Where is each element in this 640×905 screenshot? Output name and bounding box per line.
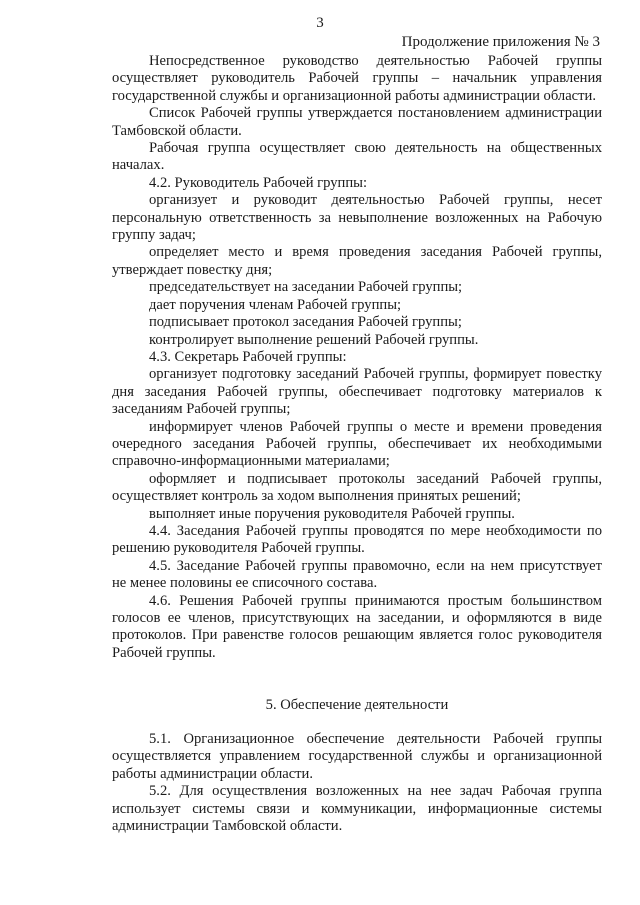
paragraph: 5.2. Для осуществления возложенных на нее задач Рабочая группа использует системы связи и коммуникации, информационные системы администрации Тамбовской области. [112, 783, 602, 835]
paragraph: информирует членов Рабочей группы о месте и времени проведения очередного заседания Рабочей группы, обеспечивает их необходимыми справочно-информационными материалами; [112, 418, 602, 470]
paragraph: 4.6. Решения Рабочей группы принимаются простым большинством голосов ее членов, присутствующих на заседании, и оформляются в виде протоколов. При равенстве голосов решающим является голос руководителя Рабочей группы. [112, 592, 602, 661]
paragraph: Список Рабочей группы утверждается постановлением администрации Тамбовской области. [112, 105, 602, 139]
paragraph: подписывает протокол заседания Рабочей группы; [149, 314, 462, 331]
paragraph: Рабочая группа осуществляет свою деятельность на общественных началах. [112, 140, 602, 174]
section-heading: 5. Обеспечение деятельности [265, 697, 449, 713]
paragraph: 5.1. Организационное обеспечение деятельности Рабочей группы осуществляется управлением государственной службы и организационной работы администрации области. [112, 731, 602, 782]
paragraph: 4.5. Заседание Рабочей группы правомочно, если на нем присутствует не менее половины ее списочного состава. [112, 557, 602, 592]
paragraph: председательствует на заседании Рабочей группы; [149, 279, 463, 296]
subsection-heading: 4.3. Секретарь Рабочей группы: [149, 348, 347, 365]
paragraph: оформляет и подписывает протоколы заседаний Рабочей группы, осуществляет контроль за ходом выполнения принятых решений; [112, 470, 602, 505]
paragraph: определяет место и время проведения заседания Рабочей группы, утверждает повестку дня; [112, 244, 602, 278]
paragraph: организует и руководит деятельностью Рабочей группы, несет персональную ответственность за невыполнение возложенных на Рабочую группу задач; [112, 192, 602, 244]
paragraph: контролирует выполнение решений Рабочей группы. [149, 331, 479, 348]
appendix-continuation-label: Продолжение приложения № 3 [401, 34, 600, 50]
page-number: 3 [316, 15, 324, 31]
main-text [112, 53, 602, 662]
paragraph: Непосредственное руководство деятельностью Рабочей группы осуществляет руководитель Рабочей группы – начальник управления государственной службы и организационной работы администрации области. [112, 53, 602, 104]
paragraph: организует подготовку заседаний Рабочей группы, формирует повестку дня заседания Рабочей группы, обеспечивает подготовку материалов к заседаниям Рабочей группы; [112, 366, 602, 418]
paragraph: 4.4. Заседания Рабочей группы проводятся по мере необходимости по решению руководителя Рабочей группы. [112, 522, 602, 557]
section-5-text [112, 731, 602, 835]
paragraph: дает поручения членам Рабочей группы; [149, 296, 402, 313]
paragraph: выполняет иные поручения руководителя Рабочей группы. [149, 505, 515, 522]
subsection-heading: 4.2. Руководитель Рабочей группы: [149, 174, 368, 191]
